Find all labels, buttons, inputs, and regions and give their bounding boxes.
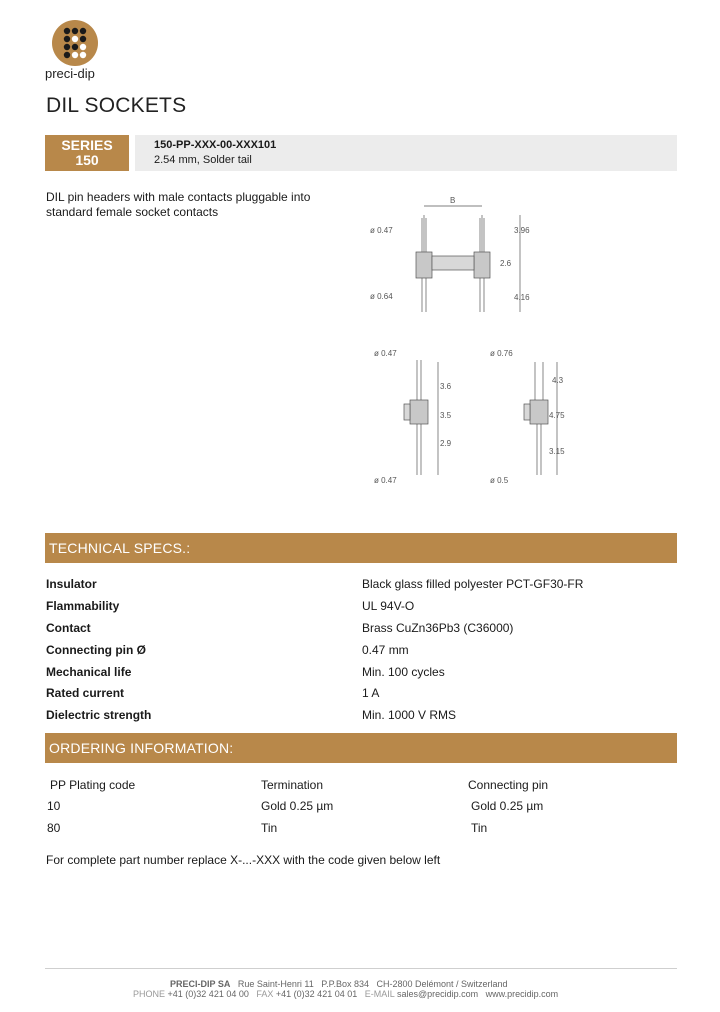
dim-label: ø 0.76 [490, 349, 513, 358]
footer-divider [45, 968, 677, 969]
order-cell: Tin [471, 821, 488, 835]
brand-name: preci-dip [45, 66, 95, 81]
dim-label: B [450, 196, 456, 205]
spec-value: Brass CuZn36Pb3 (C36000) [362, 621, 514, 635]
dim-label: 4.3 [552, 376, 564, 385]
spec-row [46, 643, 666, 664]
product-description [46, 190, 346, 220]
spec-value: UL 94V-O [362, 599, 415, 613]
dim-label: 4.75 [549, 411, 565, 420]
order-header: Connecting pin [468, 778, 549, 792]
footer-company: PRECI-DIP SA [170, 979, 231, 989]
dim-label: 2.9 [440, 439, 452, 448]
footer-email[interactable]: sales@precidip.com [396, 989, 479, 999]
description-line: DIL pin headers with male contacts pluggable into [46, 190, 311, 204]
series-code: 150-PP-XXX-00-XXX101 [154, 139, 277, 151]
series-subtitle: 2.54 mm, Solder tail [154, 154, 252, 166]
series-label: SERIES [61, 137, 113, 153]
footer-phone-label: PHONE [133, 989, 166, 999]
spec-label: Flammability [46, 599, 120, 613]
dim-label: 4.16 [514, 293, 530, 302]
footer-email-label: E-MAIL [364, 989, 395, 999]
spec-value: Min. 100 cycles [362, 665, 445, 679]
dim-label: ø 0.64 [370, 292, 393, 301]
spec-label: Mechanical life [46, 665, 132, 679]
brand-logo [52, 20, 98, 66]
spec-row [46, 665, 666, 686]
footer-web[interactable]: www.precidip.com [485, 989, 559, 999]
dim-label: 2.6 [500, 259, 512, 268]
order-cell: Gold 0.25 µm [471, 799, 544, 813]
spec-label: Rated current [46, 686, 125, 700]
spec-row [46, 599, 666, 620]
footer-phone: +41 (0)32 421 04 00 [167, 989, 249, 999]
ordering-note: For complete part number replace X-...-XXX with the code given below left [46, 853, 441, 867]
order-header: Termination [261, 778, 324, 792]
spec-label: Contact [46, 621, 91, 635]
dim-label: 3.6 [440, 382, 452, 391]
spec-row [46, 708, 666, 729]
footer-pobox: P.P.Box 834 [321, 979, 369, 989]
dim-label: ø 0.47 [370, 226, 393, 235]
dim-label: 3.5 [440, 411, 452, 420]
spec-value: 0.47 mm [362, 643, 409, 657]
description-line: standard female socket contacts [46, 205, 219, 219]
technical-drawing [360, 190, 580, 490]
footer-city: CH-2800 Delémont / Switzerland [376, 979, 508, 989]
dim-label: 3.96 [514, 226, 530, 235]
ordering-heading: ORDERING INFORMATION: [45, 733, 677, 763]
order-cell: Gold 0.25 µm [261, 799, 334, 813]
footer-contact [133, 989, 558, 999]
series-badge [45, 135, 129, 171]
order-cell: Tin [261, 821, 278, 835]
page-title: DIL SOCKETS [46, 94, 187, 117]
footer-address [170, 979, 508, 989]
tech-specs-heading: TECHNICAL SPECS.: [45, 533, 677, 563]
spec-label: Dielectric strength [46, 708, 152, 722]
side-drawing-left [404, 360, 438, 475]
order-cell: 80 [47, 821, 61, 835]
dim-label: ø 0.5 [490, 476, 509, 485]
dim-label: 3.15 [549, 447, 565, 456]
dim-label: ø 0.47 [374, 476, 397, 485]
spec-value: Black glass filled polyester PCT-GF30-FR [362, 577, 584, 591]
spec-label: Connecting pin Ø [46, 643, 146, 657]
footer-street: Rue Saint-Henri 11 [237, 979, 314, 989]
order-cell: 10 [47, 799, 61, 813]
order-header: PP Plating code [50, 778, 136, 792]
footer-fax-label: FAX [256, 989, 274, 999]
spec-value: Min. 1000 V RMS [362, 708, 457, 722]
series-number: 150 [75, 152, 99, 168]
spec-row [46, 686, 666, 707]
spec-row [46, 621, 666, 642]
dim-label: ø 0.47 [374, 349, 397, 358]
spec-label: Insulator [46, 577, 97, 591]
spec-value: 1 A [362, 686, 380, 700]
footer-fax: +41 (0)32 421 04 01 [275, 989, 358, 999]
spec-row [46, 577, 666, 598]
